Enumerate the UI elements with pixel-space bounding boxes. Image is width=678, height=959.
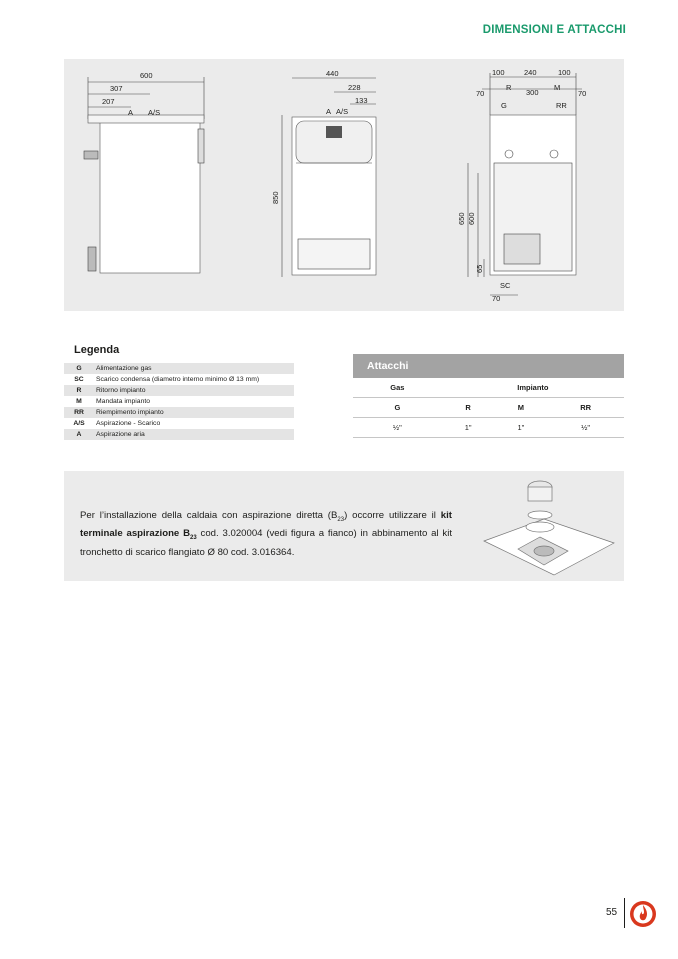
legend-row: A Aspirazione aria	[64, 429, 294, 440]
connections-table	[353, 354, 624, 438]
dim-rear-70-right: 70	[578, 89, 587, 98]
dim-rear-600: 600	[467, 212, 476, 225]
legend-row: A/S Aspirazione - Scarico	[73, 420, 161, 427]
label-rear-rr: RR	[556, 101, 567, 110]
label-side-a: A	[128, 108, 134, 117]
label-front-a: A	[326, 107, 332, 116]
legend-title: Legenda	[74, 344, 120, 356]
group-impianto: Impianto	[442, 378, 624, 398]
col-r: R	[442, 398, 495, 418]
value-rr: ½"	[547, 418, 624, 438]
dim-front-133: 133	[355, 96, 368, 105]
brand-flame-icon	[629, 900, 657, 928]
label-rear-g: G	[501, 101, 507, 110]
dim-front-440: 440	[326, 69, 339, 78]
dim-rear-650: 650	[457, 212, 466, 225]
label-side-as: A/S	[148, 108, 161, 117]
dim-rear-300: 300	[526, 88, 539, 97]
legend-row: M Mandata impianto	[76, 398, 151, 405]
page-divider	[624, 898, 625, 928]
dim-rear-65: 65	[475, 264, 484, 273]
dim-rear-240: 240	[524, 68, 537, 77]
col-m: M	[494, 398, 547, 418]
label-rear-sc: SC	[500, 281, 511, 290]
dim-side-207: 207	[102, 97, 115, 106]
label-rear-m: M	[554, 83, 561, 92]
dim-front-850: 850	[271, 191, 280, 204]
page-number: 55	[606, 907, 618, 918]
technical-drawings	[64, 59, 624, 311]
dim-side-307: 307	[110, 84, 123, 93]
dim-rear-70-bottom: 70	[492, 294, 501, 303]
value-r: 1"	[442, 418, 495, 438]
label-rear-r: R	[506, 83, 512, 92]
value-m: 1"	[494, 418, 547, 438]
dim-rear-100-right: 100	[558, 68, 571, 77]
technical-drawings-panel	[64, 59, 624, 311]
col-g: G	[353, 398, 442, 418]
connections-title: Attacchi	[353, 354, 624, 378]
value-g: ½"	[353, 418, 442, 438]
dim-front-228: 228	[348, 83, 361, 92]
section-title: DIMENSIONI E ATTACCHI	[482, 24, 626, 36]
group-gas: Gas	[353, 378, 442, 398]
legend-row: SC Scarico condensa (diametro interno minimo Ø 13 mm)	[74, 376, 260, 383]
legend-row: G Alimentazione gas	[64, 363, 294, 374]
dim-rear-100-left: 100	[492, 68, 505, 77]
installation-note: Per l’installazione della caldaia con aspirazione diretta $(B_{23})$ occorre utilizzare il kit terminale aspirazione $B_{23}$ cod. 3.020004 (vedi figura a fianco) in abbinamento al kit tronchetto di scarico flangiato Ø 80 cod. 3.016364.	[80, 510, 452, 558]
legend-table	[64, 363, 294, 440]
dim-side-600: 600	[140, 71, 153, 80]
installation-note-panel	[64, 471, 624, 581]
kit-illustration	[474, 471, 624, 581]
legend-row: R Ritorno impianto	[64, 385, 294, 396]
col-rr: RR	[547, 398, 624, 418]
dim-rear-70-left: 70	[476, 89, 485, 98]
label-front-as: A/S	[336, 107, 349, 116]
legend-row: RR Riempimento impianto	[64, 407, 294, 418]
